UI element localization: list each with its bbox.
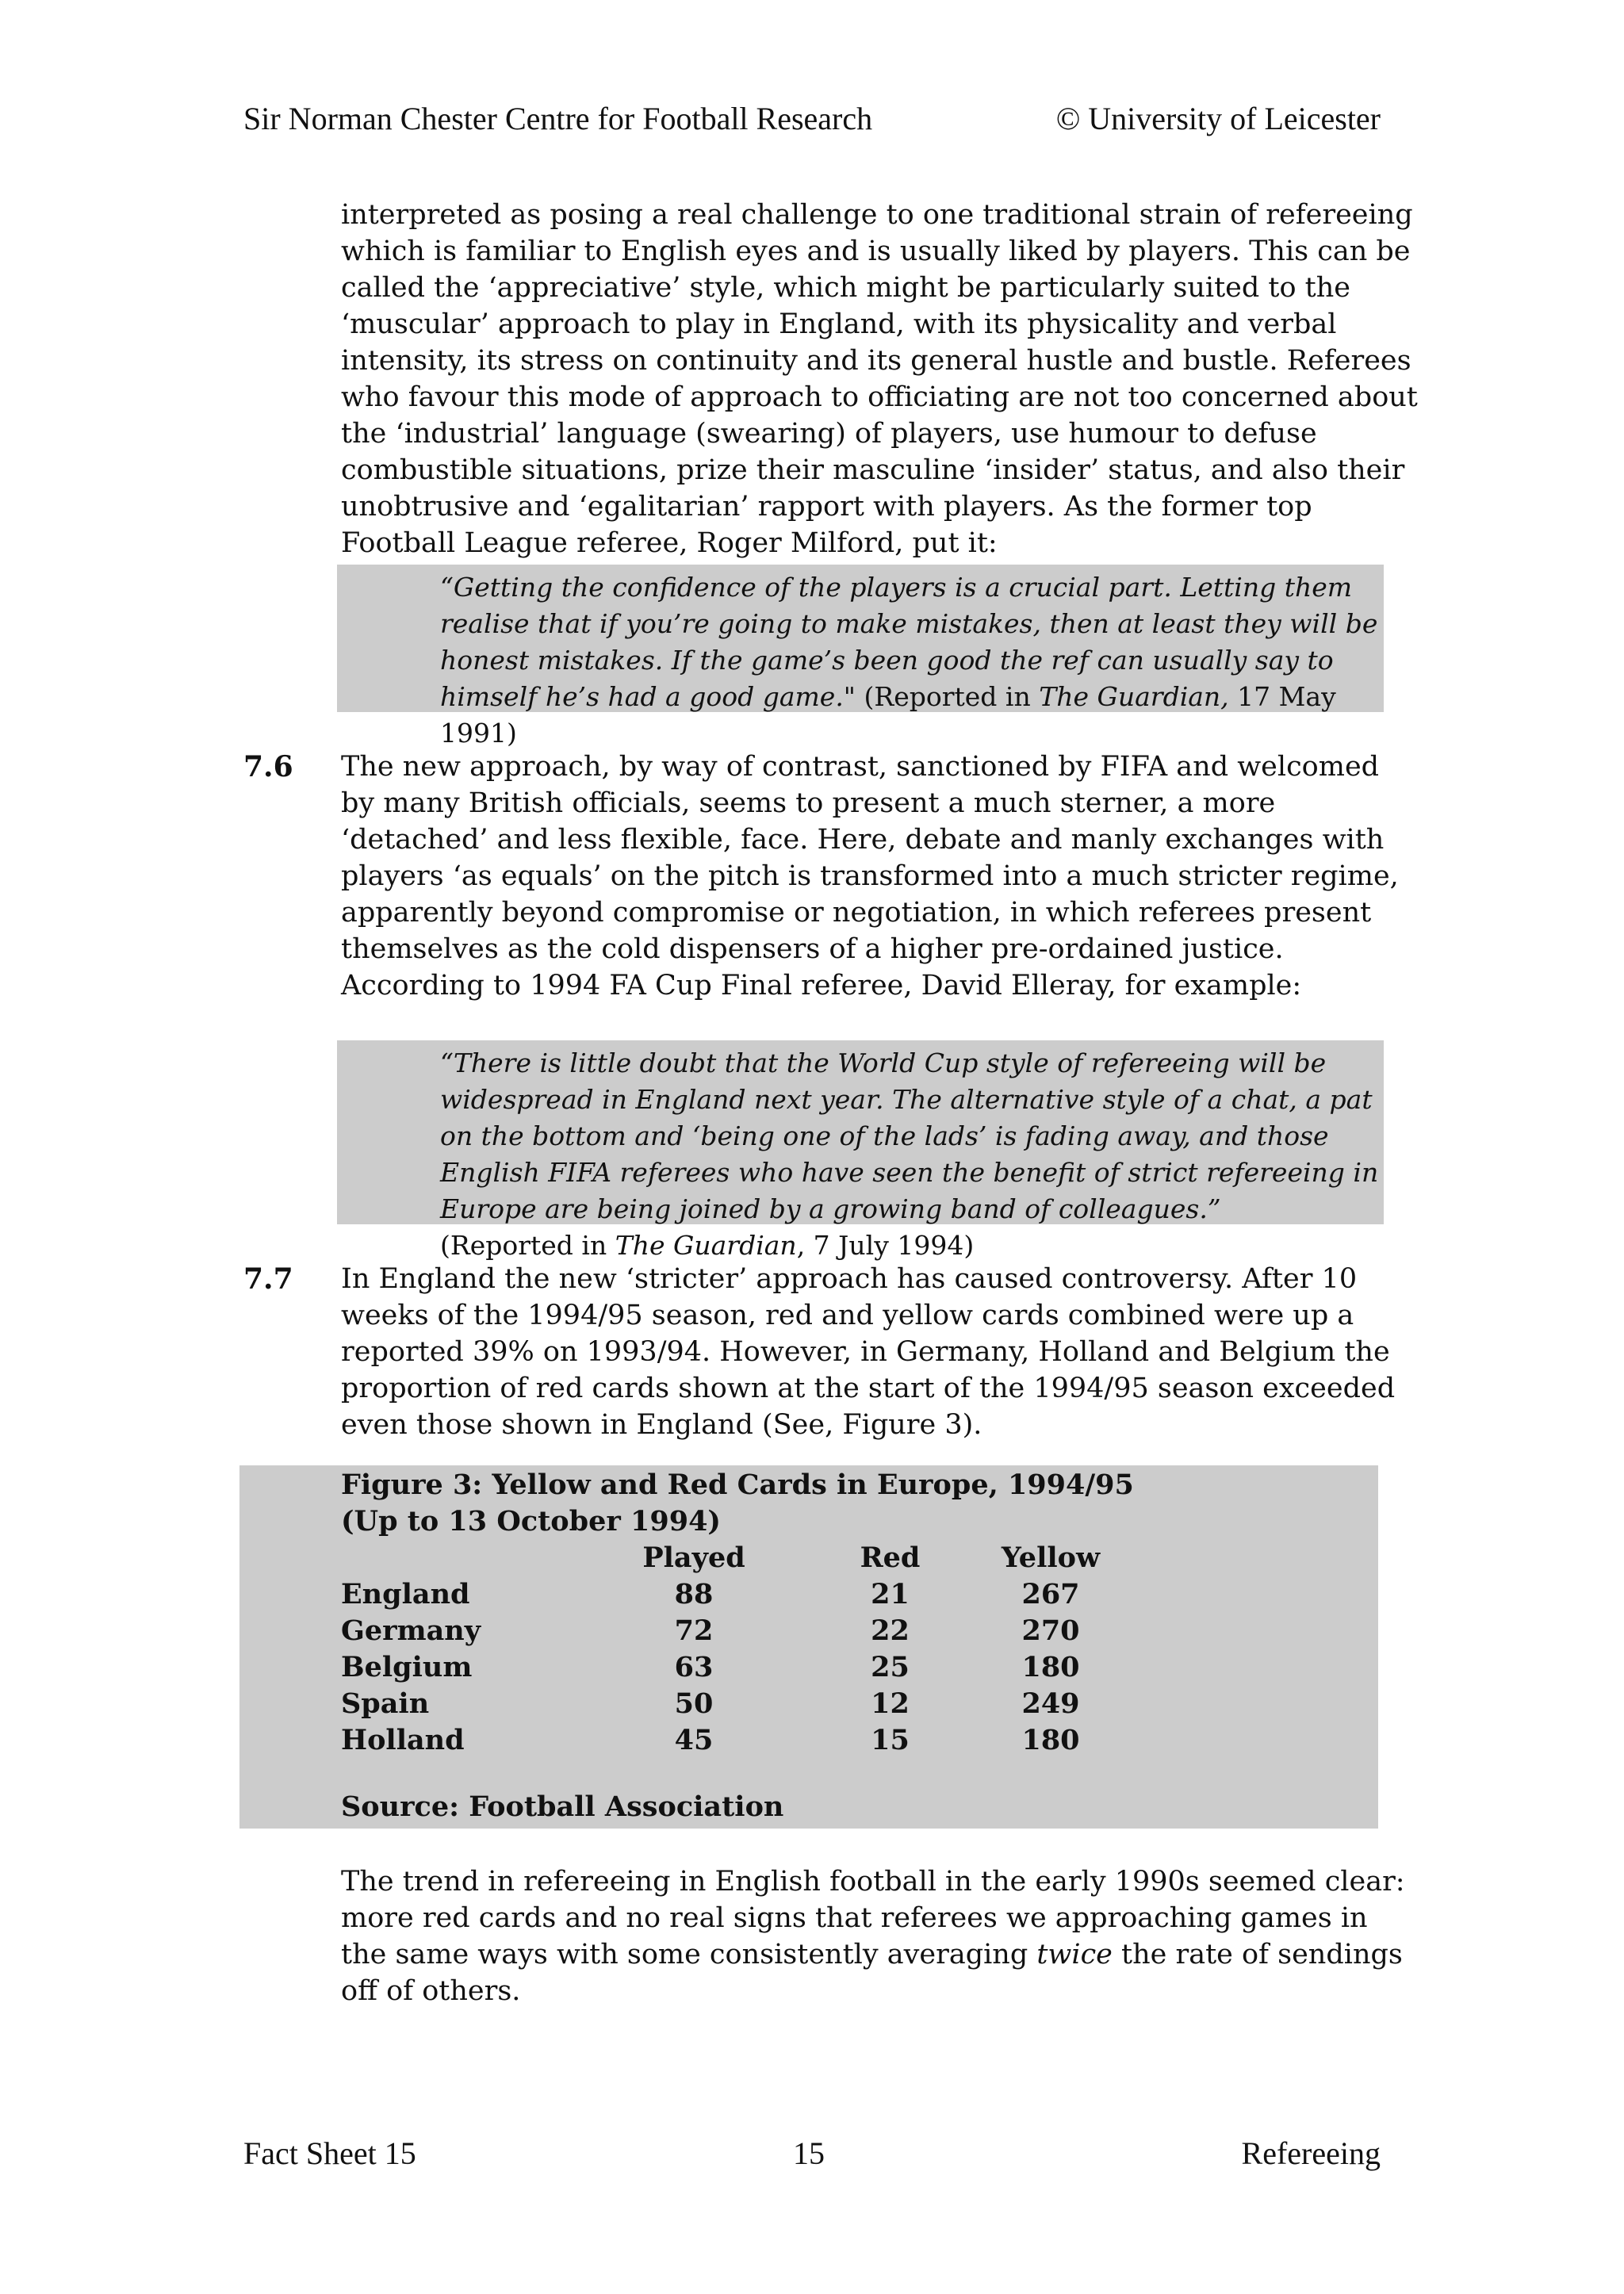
yellow-cell: 267: [1021, 1578, 1080, 1610]
column-header-yellow: Yellow: [1001, 1541, 1101, 1574]
closing-emphasis: twice: [1036, 1939, 1113, 1970]
closing-text-start: The trend in refereeing in English football in the early 1990s seemed clear: more red cards and no real signs that referees we approaching games in the same ways with some consistently averaging: [341, 1866, 1405, 1970]
played-cell: 50: [674, 1687, 714, 1720]
table-row: [341, 1649, 1114, 1686]
table-row: [341, 1613, 1114, 1649]
quote-elleray-source-prefix: (Reported in: [440, 1230, 615, 1261]
column-header-red: Red: [860, 1541, 921, 1574]
closing-paragraph: [341, 1863, 1419, 2009]
footer-left: Fact Sheet 15: [243, 2135, 416, 2171]
quote-milford-date: 17 May 1991): [440, 681, 1336, 749]
intro-paragraph: interpreted as posing a real challenge to one traditional strain of refereeing which is familiar to English eyes and is usually liked by players. This can be called the ‘appreciative’ style, which might be particularly suited to the ‘muscular’ approach to play in England, with its physicality and verbal intensity, its stress on continuity and its general hustle and bustle. Referees who favour this mode of approach to officiating are not too concerned about the ‘industrial’ language (swearing) of players, use humour to defuse combustible situations, prize their masculine ‘insider’ status, and also their unobtrusive and ‘egalitarian’ rapport with players. As the former top Football League referee, Roger Milford, put it:: [341, 199, 1418, 559]
quote-elleray-date: , 7 July 1994): [796, 1230, 975, 1261]
footer-right: Refereeing: [1241, 2135, 1381, 2171]
section-7-7-text: In England the new ‘stricter’ approach has caused controversy. After 10 weeks of the 1994/95 season, red and yellow cards combined were up a reported 39% on 1993/94. However, in Germany, Holland and Belgium the proportion of red cards shown at the start of the 1994/95 season exceeded even those shown in England (See, Figure 3).: [341, 1263, 1396, 1441]
quote-milford-body: “Getting the confidence of the players is a crucial part. Letting them realise that if you’re going to make mistakes, then at least they will be honest mistakes. If the game’s been good the ref can usually say to himself he’s had a good game.": [440, 572, 1378, 712]
section-number-7-7: 7.7: [243, 1262, 293, 1296]
table-row: [341, 1576, 1114, 1613]
country-cell: Holland: [341, 1724, 465, 1756]
figure-source: Source: Football Association: [341, 1790, 784, 1823]
red-cell: 12: [871, 1687, 910, 1720]
section-number-7-6: 7.6: [243, 750, 293, 783]
quote-milford-text: [440, 569, 1384, 752]
country-cell: Belgium: [341, 1651, 473, 1683]
played-cell: 88: [674, 1578, 714, 1610]
played-cell: 63: [674, 1651, 714, 1683]
red-cell: 22: [871, 1614, 910, 1647]
quote-elleray-body: “There is little doubt that the World Cup style of refereeing will be widespread in England next year. The alternative style of a chat, a pat on the bottom and ‘being one of the lads’ is fading away, and those English FIFA referees who have seen the benefit of strict refereeing in Europe are being joined by a growing band of colleagues.”: [440, 1047, 1379, 1224]
figure-subtitle: (Up to 13 October 1994): [341, 1505, 721, 1538]
played-cell: 45: [674, 1724, 714, 1756]
country-cell: England: [341, 1578, 470, 1610]
cards-table: [341, 1540, 1114, 1759]
header-left: Sir Norman Chester Centre for Football Research: [243, 101, 873, 136]
column-header-played: Played: [642, 1541, 745, 1574]
figure-title: Figure 3: Yellow and Red Cards in Europe, 1994/95: [341, 1469, 1134, 1501]
red-cell: 15: [871, 1724, 910, 1756]
table-row: [341, 1722, 1114, 1759]
yellow-cell: 180: [1021, 1724, 1080, 1756]
red-cell: 25: [871, 1651, 910, 1683]
yellow-cell: 270: [1021, 1614, 1080, 1647]
page-number: 15: [793, 2135, 825, 2171]
played-cell: 72: [674, 1614, 714, 1647]
yellow-cell: 180: [1021, 1651, 1080, 1683]
country-cell: Germany: [341, 1614, 481, 1647]
quote-elleray-text: [440, 1045, 1384, 1264]
table-row: [341, 1686, 1114, 1722]
quote-milford-publication: The Guardian,: [1039, 681, 1229, 712]
closing-text-end: the rate of sendings off of others.: [341, 1939, 1403, 2007]
quote-milford-source-prefix: (Reported in: [856, 681, 1040, 712]
figure-3-box: [239, 1465, 1378, 1829]
red-cell: 21: [871, 1578, 910, 1610]
section-7-6-text: The new approach, by way of contrast, sanctioned by FIFA and welcomed by many British officials, seems to present a much sterner, a more ‘detached’ and less flexible, face. Here, debate and manly exchanges with players ‘as equals’ on the pitch is transformed into a much stricter regime, apparently beyond compromise or negotiation, in which referees present themselves as the cold dispensers of a higher pre-ordained justice. According to 1994 FA Cup Final referee, David Elleray, for example:: [341, 751, 1399, 1001]
yellow-cell: 249: [1021, 1687, 1080, 1720]
quote-elleray: [337, 1040, 1384, 1261]
country-cell: Spain: [341, 1687, 430, 1720]
quote-elleray-publication: The Guardian: [615, 1230, 797, 1261]
quote-milford: [337, 565, 1384, 749]
column-header-country: [341, 1540, 595, 1576]
header-right: © University of Leicester: [1055, 101, 1381, 136]
table-header-row: [341, 1540, 1114, 1576]
